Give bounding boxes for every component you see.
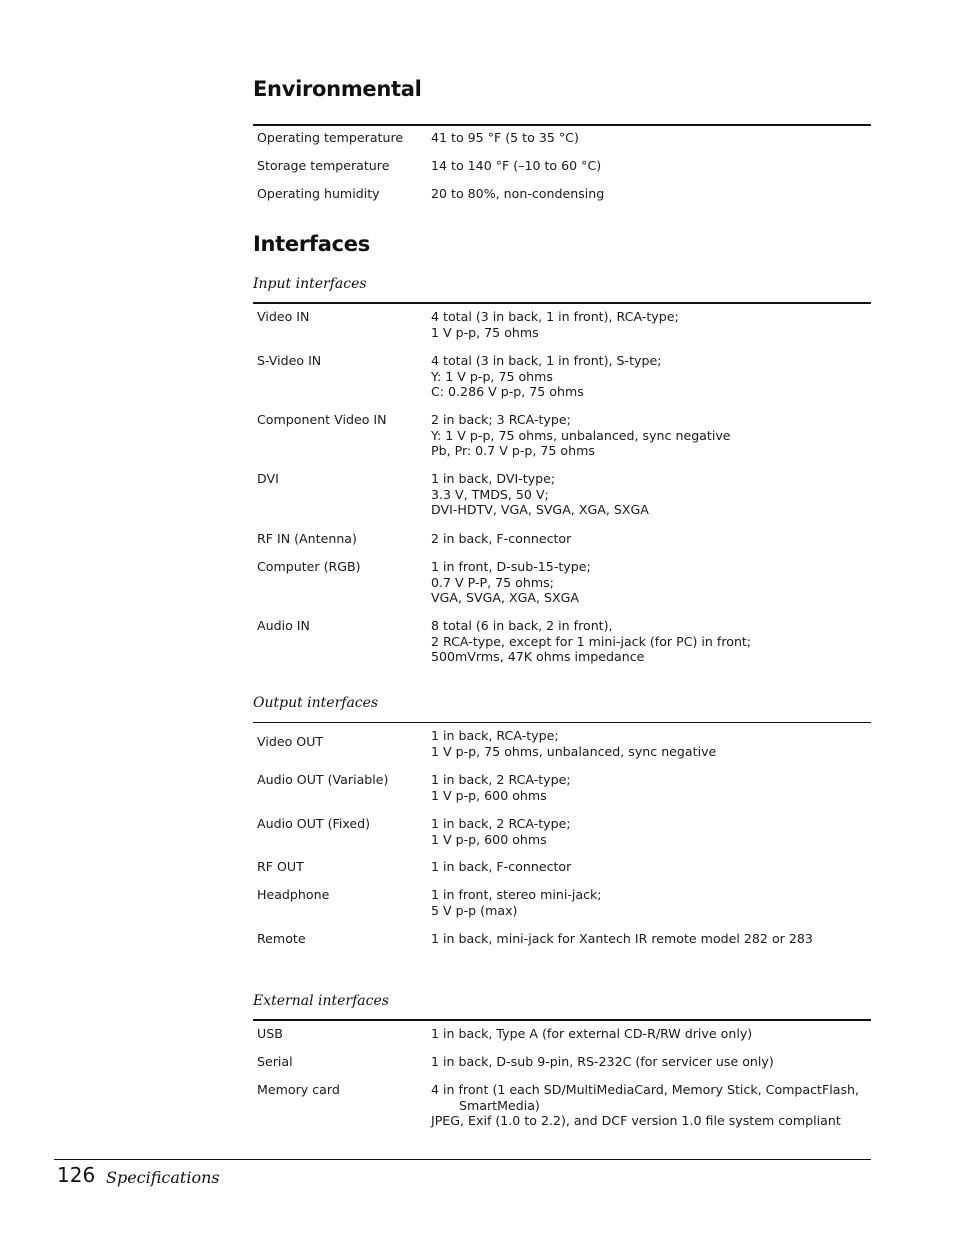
value-line: 1 V p-p, 600 ohms — [431, 787, 547, 803]
row-value — [431, 772, 871, 803]
value-line: Y: 1 V p-p, 75 ohms — [431, 368, 553, 384]
row-label: S-Video IN — [257, 353, 322, 368]
row-label: Component Video IN — [257, 412, 387, 427]
value-line: 41 to 95 °F (5 to 35 °C) — [431, 130, 579, 145]
row-label: Memory card — [257, 1082, 340, 1097]
value-line: 1 in back, 2 RCA-type; — [431, 816, 571, 831]
row-value — [431, 158, 871, 174]
row-value — [431, 471, 871, 518]
value-line: 1 in back, 2 RCA-type; — [431, 772, 571, 787]
row-value — [431, 728, 871, 759]
row-label: Serial — [257, 1054, 293, 1069]
value-line: 1 in front, D-sub-15-type; — [431, 559, 591, 574]
row-value — [431, 859, 871, 875]
row-label: RF IN (Antenna) — [257, 531, 357, 546]
row-label: Headphone — [257, 887, 330, 902]
value-line: 1 in back, D-sub 9-pin, RS-232C (for servicer use only) — [431, 1054, 774, 1069]
environmental-table-rule — [253, 124, 871, 126]
output-interfaces-subheading: Output interfaces — [253, 695, 379, 711]
row-label: Computer (RGB) — [257, 559, 361, 574]
value-line: 2 in back; 3 RCA-type; — [431, 412, 571, 427]
interfaces-heading: Interfaces — [253, 232, 370, 256]
value-line: 0.7 V P-P, 75 ohms; — [431, 574, 554, 590]
row-label: Remote — [257, 931, 306, 946]
value-line: 4 in front (1 each SD/MultiMediaCard, Memory Stick, CompactFlash, — [431, 1082, 859, 1097]
row-value — [431, 816, 871, 847]
value-line: JPEG, Exif (1.0 to 2.2), and DCF version 1.0 file system compliant — [431, 1113, 841, 1129]
value-line: 4 total (3 in back, 1 in front), RCA-type; — [431, 309, 679, 324]
page-number: 126 — [57, 1163, 96, 1187]
row-value — [431, 1082, 871, 1129]
environmental-heading: Environmental — [253, 77, 422, 101]
value-line: 1 in back, F-connector — [431, 859, 572, 874]
row-value — [431, 1054, 871, 1070]
value-line: 1 V p-p, 600 ohms — [431, 831, 547, 847]
value-line: 1 in back, mini-jack for Xantech IR remote model 282 or 283 — [431, 931, 813, 946]
row-value — [431, 309, 871, 340]
row-label: Video IN — [257, 309, 310, 324]
value-line: 5 V p-p (max) — [431, 902, 518, 918]
value-line: Y: 1 V p-p, 75 ohms, unbalanced, sync negative — [431, 427, 731, 443]
row-value — [431, 353, 871, 400]
row-value — [431, 186, 871, 202]
output-interfaces-rule — [253, 722, 871, 723]
row-label: Audio OUT (Variable) — [257, 772, 389, 787]
value-line: 1 in back, Type A (for external CD-R/RW drive only) — [431, 1026, 753, 1041]
row-label: Operating temperature — [257, 130, 404, 145]
row-label: Operating humidity — [257, 186, 380, 201]
value-line: 1 in front, stereo mini-jack; — [431, 887, 602, 902]
value-line: DVI-HDTV, VGA, SVGA, XGA, SXGA — [431, 502, 649, 518]
row-value — [431, 1026, 871, 1042]
row-value — [431, 931, 871, 947]
value-line: 2 RCA-type, except for 1 mini-jack (for PC) in front; — [431, 633, 752, 649]
value-line: 500mVrms, 47K ohms impedance — [431, 649, 645, 665]
footer-rule — [54, 1159, 871, 1160]
value-line: 1 V p-p, 75 ohms — [431, 324, 539, 340]
value-line: 20 to 80%, non-condensing — [431, 186, 605, 201]
row-value — [431, 130, 871, 146]
row-label: Storage temperature — [257, 158, 390, 173]
row-value — [431, 887, 871, 918]
value-line: 1 in back, RCA-type; — [431, 728, 559, 743]
footer-section-title: Specifications — [106, 1168, 220, 1187]
external-interfaces-subheading: External interfaces — [253, 993, 389, 1009]
row-value — [431, 618, 871, 665]
value-line: 14 to 140 °F (–10 to 60 °C) — [431, 158, 602, 173]
row-value — [431, 531, 871, 547]
row-label: RF OUT — [257, 859, 304, 874]
value-line: 2 in back, F-connector — [431, 531, 572, 546]
value-line: 1 in back, DVI-type; — [431, 471, 556, 486]
row-value — [431, 412, 871, 459]
external-interfaces-rule — [253, 1019, 871, 1021]
value-line: Pb, Pr: 0.7 V p-p, 75 ohms — [431, 443, 595, 459]
value-line: 1 V p-p, 75 ohms, unbalanced, sync negative — [431, 743, 717, 759]
row-label: Video OUT — [257, 734, 324, 749]
row-label: Audio IN — [257, 618, 310, 633]
row-value — [431, 559, 871, 606]
input-interfaces-subheading: Input interfaces — [253, 276, 367, 292]
value-line: SmartMedia) — [459, 1097, 540, 1113]
row-label: Audio OUT (Fixed) — [257, 816, 371, 831]
row-label: DVI — [257, 471, 279, 486]
row-label: USB — [257, 1026, 283, 1041]
value-line: C: 0.286 V p-p, 75 ohms — [431, 384, 584, 400]
value-line: VGA, SVGA, XGA, SXGA — [431, 590, 579, 606]
input-interfaces-rule — [253, 302, 871, 304]
value-line: 8 total (6 in back, 2 in front), — [431, 618, 613, 633]
value-line: 4 total (3 in back, 1 in front), S-type; — [431, 353, 662, 368]
value-line: 3.3 V, TMDS, 50 V; — [431, 486, 549, 502]
